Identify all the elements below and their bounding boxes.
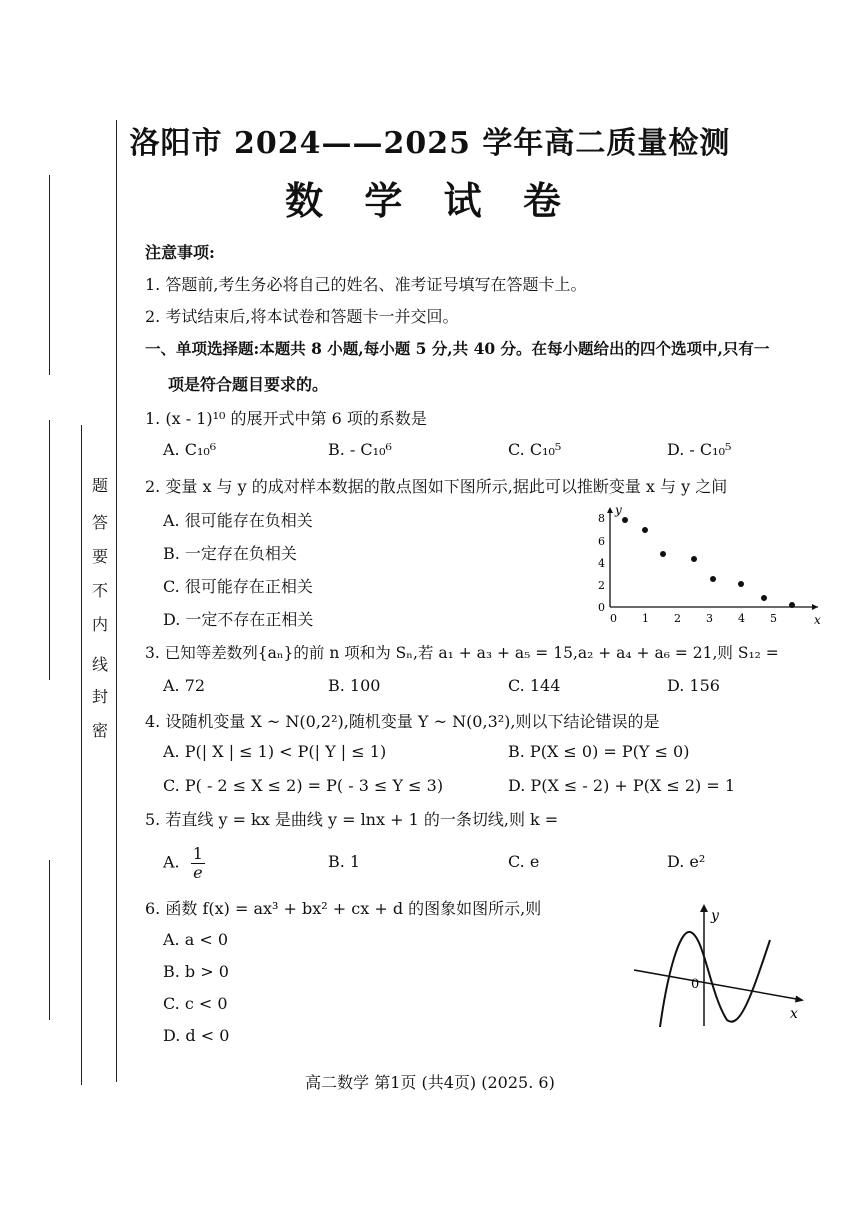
question-stem: 4. 设随机变量 X ~ N(0,2²),随机变量 Y ~ N(0,3²),则以下结论错误的是 [145, 712, 660, 731]
option-a: A. a < 0 [163, 930, 229, 949]
option-c: C. C₁₀⁵ [508, 440, 562, 459]
side-char: 要 [92, 547, 109, 566]
page-title: 洛阳市 2024——2025 学年高二质量检测 [129, 126, 731, 161]
x-tick: 5 [770, 612, 777, 625]
side-char: 题 [92, 476, 109, 495]
option-b: B. b > 0 [163, 962, 229, 981]
option-b: B. P(X ≤ 0) = P(Y ≤ 0) [508, 742, 690, 761]
y-tick: 8 [598, 512, 605, 525]
option-b: B. 100 [328, 676, 381, 695]
option-d: D. - C₁₀⁵ [667, 440, 732, 459]
option-b: B. 1 [328, 852, 361, 871]
data-point [622, 517, 628, 523]
scatter-plot [588, 503, 823, 628]
option-b: B. 一定存在负相关 [163, 544, 297, 563]
option-a: A. P(| X | ≤ 1) < P(| Y | ≤ 1) [163, 742, 387, 761]
option-a: A. C₁₀⁶ [163, 440, 217, 459]
page-footer: 高二数学 第1页 (共4页) (2025. 6) [305, 1073, 555, 1092]
fraction-numerator: 1 [192, 844, 203, 863]
side-char: 封 [92, 687, 109, 706]
data-point [660, 551, 666, 557]
option-d: D. d < 0 [163, 1026, 230, 1045]
data-point [738, 581, 744, 587]
cubic-curve [660, 932, 770, 1027]
option-c: C. P( - 2 ≤ X ≤ 2) = P( - 3 ≤ Y ≤ 3) [163, 776, 444, 795]
data-point [642, 527, 648, 533]
y-axis-label: y [615, 503, 622, 517]
section-heading-cont: 项是符合题目要求的。 [168, 375, 329, 394]
section-heading: 一、单项选择题:本题共 8 小题,每小题 5 分,共 40 分。在每小题给出的四个选项中,只有一 [145, 339, 770, 358]
data-point [789, 602, 795, 608]
option-label: A. [163, 852, 180, 872]
binding-line [116, 120, 117, 1082]
x-tick: 0 [610, 612, 617, 625]
question-stem: 5. 若直线 y = kx 是曲线 y = lnx + 1 的一条切线,则 k = [145, 810, 559, 829]
option-c: C. c < 0 [163, 994, 228, 1013]
fraction [191, 845, 205, 881]
y-tick: 4 [598, 557, 605, 570]
y-tick: 2 [598, 579, 605, 592]
x-tick: 3 [706, 612, 713, 625]
option-a: A. 72 [163, 676, 206, 695]
option-d: D. 一定不存在正相关 [163, 610, 314, 629]
question-stem: 3. 已知等差数列{aₙ}的前 n 项和为 Sₙ,若 a₁ + a₃ + a₅ = 15,a₂ + a₄ + a₆ = 21,则 S₁₂ = [145, 644, 779, 662]
data-point [691, 556, 697, 562]
question-stem: 2. 变量 x 与 y 的成对样本数据的散点图如下图所示,据此可以推断变量 x 与 y 之间 [145, 477, 728, 496]
side-char: 内 [92, 615, 109, 634]
cubic-graph [632, 902, 810, 1030]
option-a [163, 845, 205, 881]
side-char: 不 [92, 581, 109, 600]
id-blank-line [49, 420, 50, 680]
notice-item: 1. 答题前,考生务必将自己的姓名、准考证号填写在答题卡上。 [145, 275, 587, 294]
fraction-denominator: e [193, 862, 203, 882]
x-axis-label: x [814, 613, 821, 627]
notice-heading: 注意事项: [145, 243, 215, 262]
option-a: A. 很可能存在负相关 [163, 511, 313, 530]
margin-frame-line [81, 425, 82, 1085]
side-char: 线 [92, 655, 109, 674]
option-d: D. 156 [667, 676, 720, 695]
x-tick: 2 [674, 612, 681, 625]
notice-item: 2. 考试结束后,将本试卷和答题卡一并交回。 [145, 307, 459, 326]
y-axis-label: y [711, 908, 719, 924]
option-c: C. 很可能存在正相关 [163, 577, 313, 596]
option-d: D. P(X ≤ - 2) + P(X ≤ 2) = 1 [508, 776, 736, 795]
question-stem: 6. 函数 f(x) = ax³ + bx² + cx + d 的图象如图所示,则 [145, 899, 542, 918]
option-c: C. 144 [508, 676, 561, 695]
option-d: D. e² [667, 852, 706, 871]
option-b: B. - C₁₀⁶ [328, 440, 392, 459]
side-char: 密 [92, 721, 109, 740]
x-tick: 4 [738, 612, 745, 625]
origin-label: 0 [691, 977, 700, 992]
side-char: 答 [92, 513, 109, 532]
y-tick: 6 [598, 535, 605, 548]
question-stem: 1. (x - 1)¹⁰ 的展开式中第 6 项的系数是 [145, 409, 427, 428]
page-subtitle: 数 学 试 卷 [285, 178, 575, 223]
seat-blank-line [49, 860, 50, 1020]
x-tick: 1 [642, 612, 649, 625]
y-tick: 0 [598, 601, 605, 614]
x-axis-label: x [790, 1006, 798, 1022]
data-point [761, 595, 767, 601]
data-point [710, 576, 716, 582]
option-c: C. e [508, 852, 540, 871]
